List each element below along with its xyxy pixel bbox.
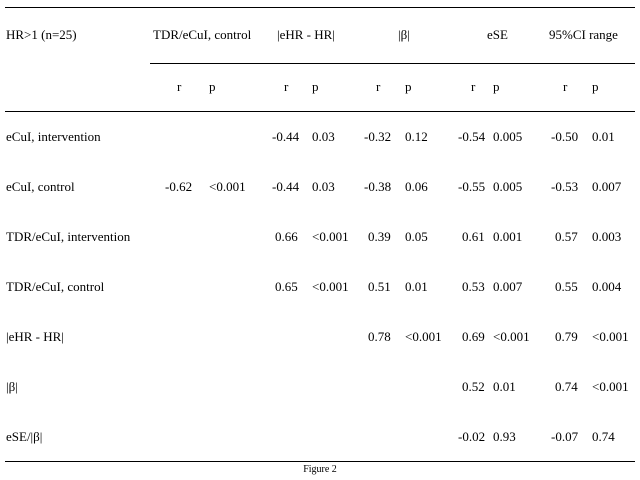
table-corner-label: HR>1 (n=25) [6, 27, 77, 42]
sub-header-p: p [312, 79, 319, 94]
table-cell: -0.55 [458, 179, 486, 194]
table-cell: 0.79 [555, 329, 578, 344]
table-cell: 0.39 [368, 229, 391, 244]
table-cell: 0.74 [555, 379, 578, 394]
table-cell: 0.007 [493, 279, 523, 294]
row-label: |eHR - HR| [6, 329, 64, 344]
table-cell: 0.007 [592, 179, 622, 194]
group-header-95ci-range: 95%CI range [549, 27, 618, 42]
table-cell: 0.69 [462, 329, 485, 344]
table-cell: 0.001 [493, 229, 523, 244]
table-cell: 0.78 [368, 329, 391, 344]
group-header-ehr-hr: |eHR - HR| [277, 27, 335, 42]
table-cell: 0.005 [493, 179, 523, 194]
table-cell: <0.001 [312, 279, 349, 294]
table-cell: 0.03 [312, 179, 335, 194]
row-label: eCuI, control [6, 179, 75, 194]
sub-header-p: p [592, 79, 599, 94]
table-cell: -0.54 [458, 129, 486, 144]
sub-header-r: r [563, 79, 568, 94]
table-cell: 0.03 [312, 129, 335, 144]
table-cell: -0.38 [364, 179, 392, 194]
table-group-header-rule [150, 63, 635, 64]
table-cell: <0.001 [493, 329, 530, 344]
row-label: eCuI, intervention [6, 129, 101, 144]
table-cell: 0.01 [493, 379, 516, 394]
table-cell: 0.93 [493, 429, 516, 444]
table-cell: -0.32 [364, 129, 392, 144]
table-cell: -0.02 [458, 429, 486, 444]
table-cell: 0.55 [555, 279, 578, 294]
table-cell: -0.53 [551, 179, 579, 194]
table-cell: 0.12 [405, 129, 428, 144]
table-cell: 0.65 [275, 279, 298, 294]
table-cell: -0.07 [551, 429, 579, 444]
table-cell: 0.57 [555, 229, 578, 244]
table-cell: 0.005 [493, 129, 523, 144]
sub-header-p: p [209, 79, 216, 94]
table-top-rule [5, 7, 635, 8]
row-label: TDR/eCuI, intervention [6, 229, 131, 244]
table-cell: 0.06 [405, 179, 428, 194]
table-header-bottom-rule [5, 111, 635, 112]
row-label: |β| [6, 379, 18, 394]
sub-header-r: r [376, 79, 381, 94]
table-cell: 0.004 [592, 279, 622, 294]
table-cell: 0.53 [462, 279, 485, 294]
table-cell: -0.50 [551, 129, 579, 144]
table-cell: 0.01 [405, 279, 428, 294]
sub-header-r: r [177, 79, 182, 94]
row-label: TDR/eCuI, control [6, 279, 105, 294]
sub-header-r: r [284, 79, 289, 94]
table-cell: 0.51 [368, 279, 391, 294]
table-cell: 0.52 [462, 379, 485, 394]
table-cell: 0.66 [275, 229, 298, 244]
table-cell: 0.61 [462, 229, 485, 244]
table-cell: 0.003 [592, 229, 622, 244]
figure-caption: Figure 2 [303, 464, 337, 475]
table-cell: -0.44 [272, 179, 300, 194]
sub-header-p: p [493, 79, 500, 94]
table-cell: -0.44 [272, 129, 300, 144]
group-header-tdr-ecui-control: TDR/eCuI, control [153, 27, 252, 42]
row-label: eSE/|β| [6, 429, 43, 444]
table-bottom-rule [5, 461, 635, 462]
table-cell: 0.74 [592, 429, 615, 444]
table-cell: 0.05 [405, 229, 428, 244]
table-cell: 0.01 [592, 129, 615, 144]
table-cell: <0.001 [209, 179, 246, 194]
group-header-beta: |β| [398, 27, 410, 42]
sub-header-p: p [405, 79, 412, 94]
table-cell: <0.001 [312, 229, 349, 244]
group-header-ese: eSE [487, 27, 508, 42]
sub-header-r: r [471, 79, 476, 94]
table-cell: <0.001 [405, 329, 442, 344]
table-cell: -0.62 [165, 179, 193, 194]
table-cell: <0.001 [592, 329, 629, 344]
table-cell: <0.001 [592, 379, 629, 394]
